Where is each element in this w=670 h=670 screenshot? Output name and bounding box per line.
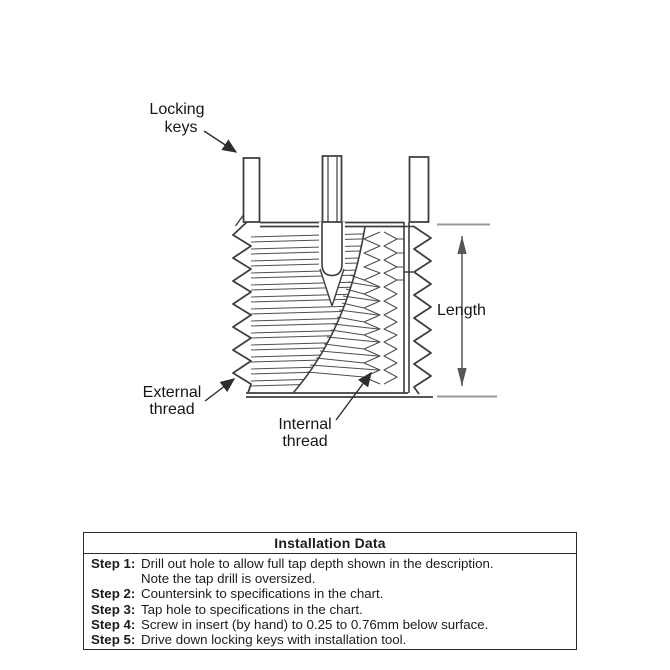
locking-key-right xyxy=(410,157,429,222)
locking-keys-leader-arrow xyxy=(204,131,236,152)
locking-key-center xyxy=(323,156,342,222)
length-label: Length xyxy=(437,302,486,319)
installation-data-table xyxy=(83,532,577,650)
table-row xyxy=(91,617,572,632)
step-text: Note the tap drill is oversized. xyxy=(141,571,316,587)
locking-key-left-flare xyxy=(236,215,244,226)
table-row xyxy=(91,602,572,617)
length-dimension xyxy=(437,225,497,397)
table-row xyxy=(91,586,572,601)
external-thread-label-line1: External xyxy=(142,384,202,401)
external-thread-right-profile xyxy=(413,226,431,394)
step-text: Countersink to specifications in the chart. xyxy=(141,586,384,602)
table-body xyxy=(84,554,576,647)
body-bottom-edge xyxy=(246,393,433,397)
step-text: Drive down locking keys with installation tool. xyxy=(141,632,407,648)
step-label: Step 4: xyxy=(91,616,136,632)
step-text: Tap hole to specifications in the chart. xyxy=(141,601,363,617)
table-row xyxy=(91,571,572,586)
table-row xyxy=(91,556,572,571)
center-key-pin xyxy=(322,222,342,276)
locking-keys-label-line1: Locking xyxy=(149,101,205,118)
locking-keys-label-line2: keys xyxy=(164,119,198,136)
step-text: Drill out hole to allow full tap depth shown in the description. xyxy=(141,556,494,571)
step-label: Step 3: xyxy=(91,601,136,617)
internal-thread-label-line1: Internal xyxy=(278,416,332,433)
step-label: Step 1: xyxy=(91,556,136,571)
right-key-channel-lines xyxy=(404,222,413,393)
locking-key-left xyxy=(244,158,260,222)
step-label: Step 2: xyxy=(91,586,136,602)
step-text: Screw in insert (by hand) to 0.25 to 0.76mm below surface. xyxy=(141,616,489,632)
external-thread-label-line2: thread xyxy=(149,401,195,418)
external-thread-left-profile xyxy=(233,222,251,393)
table-row xyxy=(91,632,572,647)
step-label xyxy=(91,571,141,586)
insert-body xyxy=(233,156,433,397)
table-title: Installation Data xyxy=(84,533,576,554)
internal-thread-label-line2: thread xyxy=(282,433,328,450)
step-label: Step 5: xyxy=(91,632,136,648)
external-thread-leader-arrow xyxy=(205,379,234,401)
